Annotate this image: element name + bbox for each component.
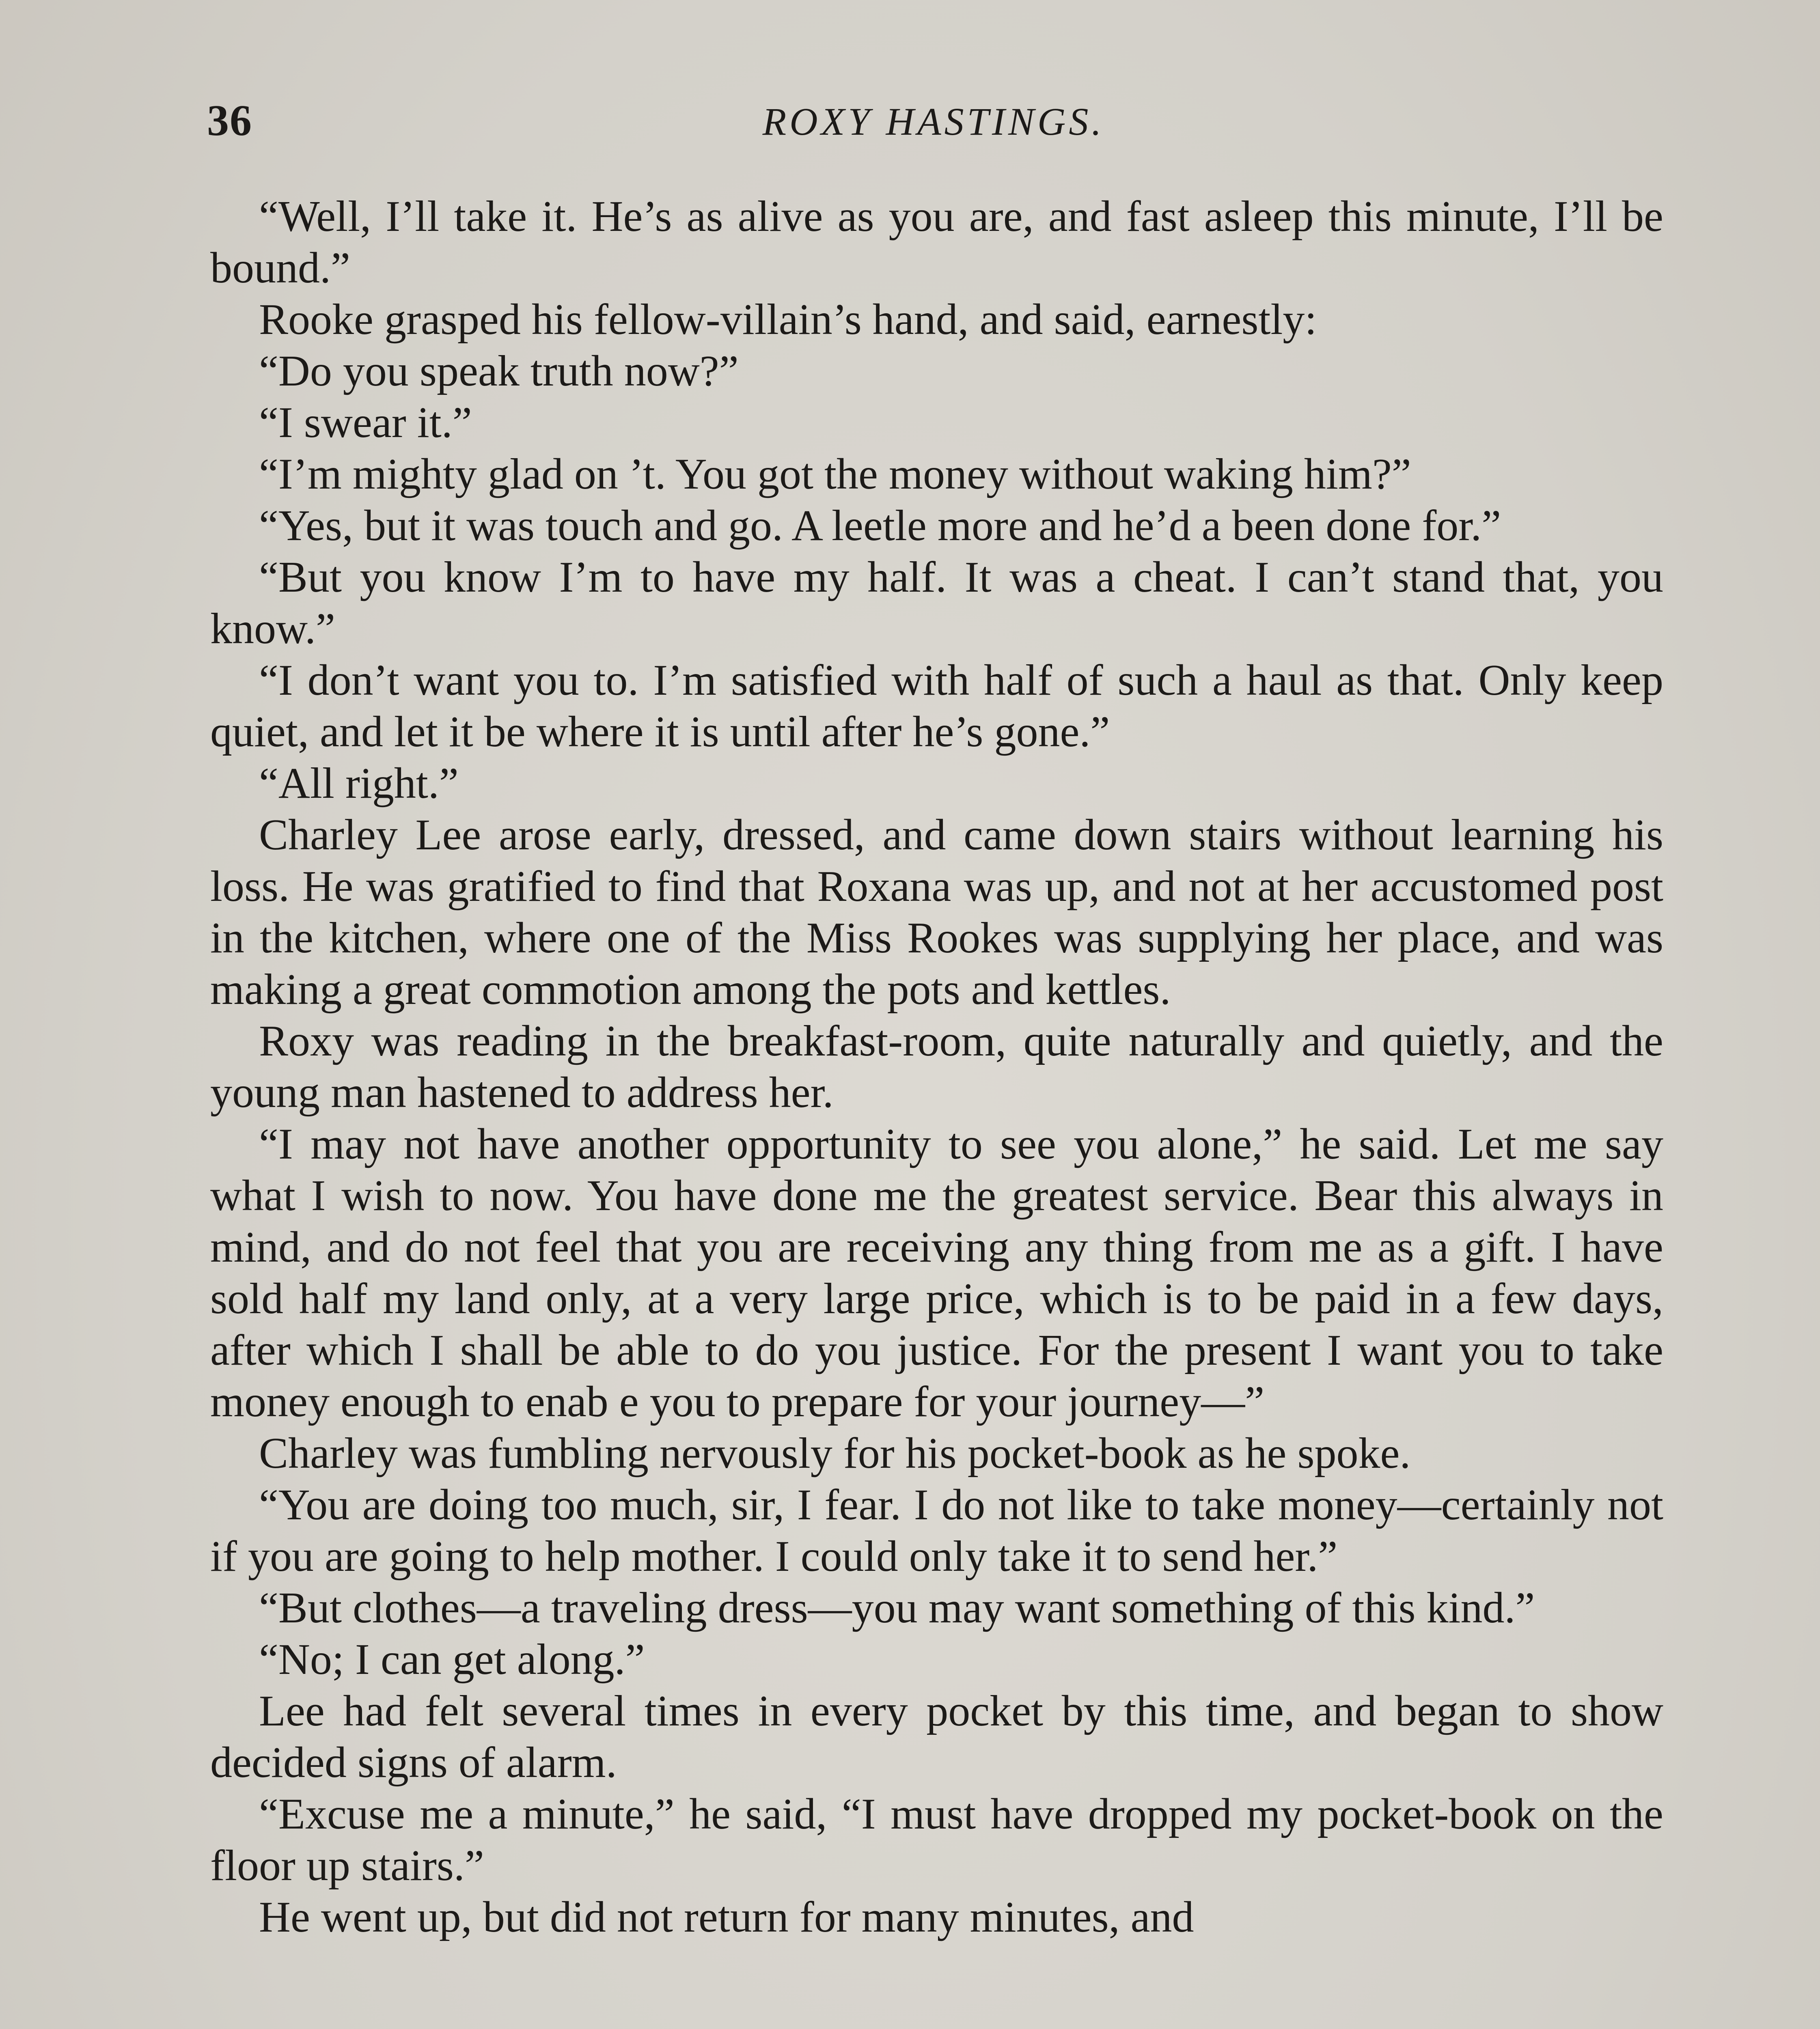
paragraph: “But clothes—a traveling dress—you may want something of this kind.” bbox=[259, 1584, 1535, 1632]
paragraph: Charley was fumbling nervously for his pocket-book as he spoke. bbox=[259, 1429, 1411, 1478]
paragraph: “I don’t want you to. I’m satisfied with half of such a haul as that. Only keep quiet, and let it be where it is until after he’s gone.” bbox=[210, 656, 1663, 756]
paragraph: He went up, but did not return for many minutes, and bbox=[259, 1893, 1194, 1941]
running-title: ROXY HASTINGS. bbox=[762, 100, 1105, 143]
paragraph: Roxy was reading in the breakfast-room, quite naturally and quietly, and the young man hastened to address her. bbox=[210, 1017, 1663, 1117]
paragraph: Rooke grasped his fellow-villain’s hand, and said, earnestly: bbox=[259, 295, 1317, 344]
body-text bbox=[210, 191, 1663, 1943]
page-header bbox=[207, 96, 1660, 157]
paragraph: “But you know I’m to have my half. It was a cheat. I can’t stand that, you know.” bbox=[210, 553, 1663, 653]
paragraph: “I’m mighty glad on ’t. You got the money without waking him?” bbox=[259, 450, 1411, 498]
paragraph: “Excuse me a minute,” he said, “I must have dropped my pocket-book on the floor up stairs.” bbox=[210, 1790, 1663, 1890]
paragraph: “I may not have another opportunity to see you alone,” he said. Let me say what I wish to now. You have done me the greatest service. Bear this always in mind, and do not feel that you are receiving any thing from me as a gift. I have sold half my land only, at a very large price, which is to be paid in a few days, after which I shall be able to do you justice. For the present I want you to take money enough to enab e you to prepare for your journey—” bbox=[210, 1120, 1663, 1426]
paragraph: “All right.” bbox=[259, 759, 459, 808]
paragraph: “Yes, but it was touch and go. A leetle more and he’d a been done for.” bbox=[259, 502, 1501, 550]
page-number: 36 bbox=[207, 97, 252, 145]
paragraph: “You are doing too much, sir, I fear. I do not like to take money—certainly not if you are going to help mother. I could only take it to send her.” bbox=[210, 1481, 1663, 1581]
paragraph: “I swear it.” bbox=[259, 398, 472, 447]
paragraph: “Well, I’ll take it. He’s as alive as you are, and fast asleep this minute, I’ll be bound.” bbox=[210, 192, 1663, 292]
paragraph: Charley Lee arose early, dressed, and came down stairs without learning his loss. He was gratified to find that Roxana was up, and not at her accustomed post in the kitchen, where one of the Miss Rookes was supplying her place, and was making a great commotion among the pots and kettles. bbox=[210, 811, 1663, 1014]
paragraph: Lee had felt several times in every pocket by this time, and began to show decided signs of alarm. bbox=[210, 1687, 1663, 1787]
paragraph: “No; I can get along.” bbox=[259, 1635, 645, 1684]
paragraph: “Do you speak truth now?” bbox=[259, 347, 739, 395]
